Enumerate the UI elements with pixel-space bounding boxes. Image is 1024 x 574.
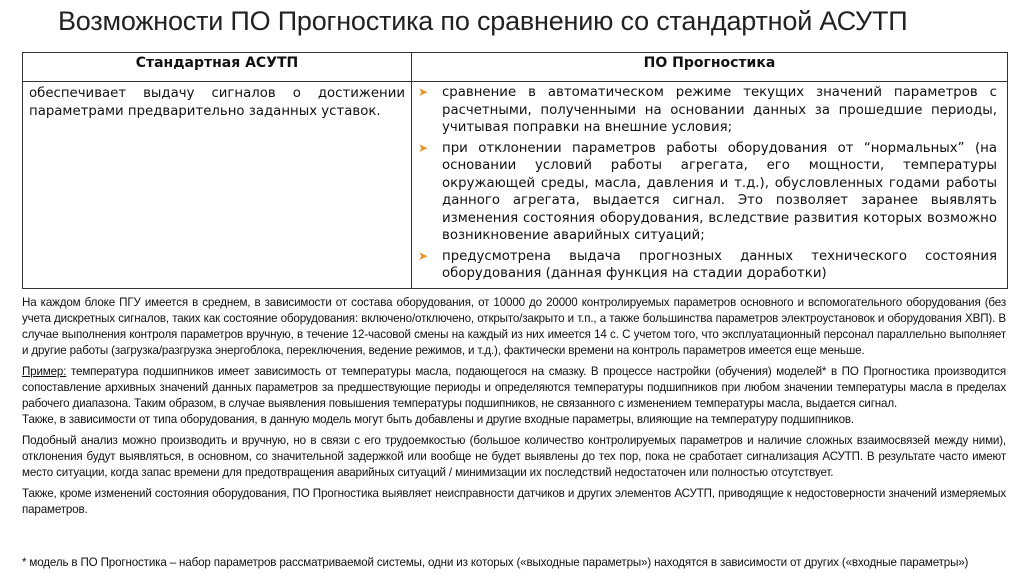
list-item: [418, 84, 997, 137]
standard-asutp-cell: обеспечивает выдачу сигналов о достижении параметрами предварительно заданных уставок.: [23, 82, 412, 289]
prognostika-list: [418, 84, 997, 283]
comparison-table: [22, 52, 1008, 289]
table-row: [23, 82, 1008, 289]
list-item: [418, 248, 997, 283]
paragraph-parameters: На каждом блоке ПГУ имеется в среднем, в зависимости от состава оборудования, от 10000 до 20000 контролируемых параметров основного и вспомогательного оборудования (без учета дискретных сигналов, таких как состояние оборудования: включено/отключено, открыто/закрыто и т.п., а также большинства параметров электроустановок и оборудования ХВП). В случае выполнения контроля параметров вручную, в течение 12-часовой смены на каждый из них имеется 14 с. С учетом того, что эксплуатационный персонал параллельно выполняет и другие работы (загрузка/разгрузка энергоблока, переключения, ведение режимов, и т.д.), фактически времени на контроль параметров имеется еще меньше.: [22, 296, 1006, 357]
body-text: [22, 295, 1006, 523]
arrow-bullet-icon: ➤: [418, 140, 429, 155]
paragraph-sensor-faults: Также, кроме изменений состояния оборудования, ПО Прогностика выявляет неисправности датчиков и других элементов АСУТП, приводящие к недостоверности значений измеряемых параметров.: [22, 487, 1006, 516]
example-text: температура подшипников имеет зависимость от температуры масла, подающегося на смазку. В процессе настройки (обучения) моделей* в ПО Прогностика производится сопоставление архивных значений данных параметров за предшествующие периоды и определяются температуры подшипников при любом значении температуры масла в пределах рабочего диапазона. Таким образом, в случае выявления повышения температуры подшипников, не связанного с изменением температуры масла, выдается сигнал.: [22, 365, 1006, 410]
header-prognostika: ПО Прогностика: [412, 53, 1008, 82]
paragraph-example: [22, 364, 1006, 412]
list-item: [418, 140, 997, 245]
prognostika-cell: [412, 82, 1008, 289]
arrow-bullet-icon: ➤: [418, 85, 429, 99]
list-item-text: при отклонении параметров работы оборудования от “нормальных” (на основании условий работы агрегата, его мощности, температуры окружающей среды, масла, давления и т.д.), обусловленных годами работы данного агрегата, выдается сигнал. Это позволяет заранее выявлять изменения состояния оборудования, вследствие развития которых возможно возникновение аварийных ситуаций;: [442, 140, 997, 243]
paragraph-additional-inputs: Также, в зависимости от типа оборудования, в данную модель могут быть добавлены и другие входные параметры, влияющие на температуру подшипников.: [22, 413, 854, 426]
list-item-text: предусмотрена выдача прогнозных данных технического состояния оборудования (данная функция на стадии доработки): [442, 248, 997, 281]
footnote: * модель в ПО Прогностика – набор параметров рассматриваемой системы, одни из которых («выходные параметры») находятся в зависимости от других («входные параметры»): [22, 556, 969, 569]
table-header-row: [23, 53, 1008, 82]
header-standard-asutp: Стандартная АСУТП: [23, 53, 412, 82]
paragraph-manual-analysis: Подобный анализ можно производить и вручную, но в связи с его трудоемкостью (большое количество контролируемых параметров и наличие сложных взаимосвязей между ними), отклонения будут выявляться, в основном, со значительной задержкой или вообще не будет выявлены до тех пор, пока не сработает сигнализация АСУТП. В результате часто имеют место ситуации, когда запас времени для предотвращения аварийных ситуаций / минимизации их последствий недостаточен или полностью отсутствует.: [22, 434, 1006, 479]
arrow-bullet-icon: ➤: [418, 248, 429, 263]
slide-title: Возможности ПО Прогностика по сравнению со стандартной АСУТП: [58, 6, 908, 36]
list-item-text: сравнение в автоматическом режиме текущих значений параметров с расчетными, полученными на основании данных за прошедшие периоды, учитывая поправки на внешние условия;: [442, 85, 997, 135]
example-label: Пример:: [22, 365, 67, 378]
